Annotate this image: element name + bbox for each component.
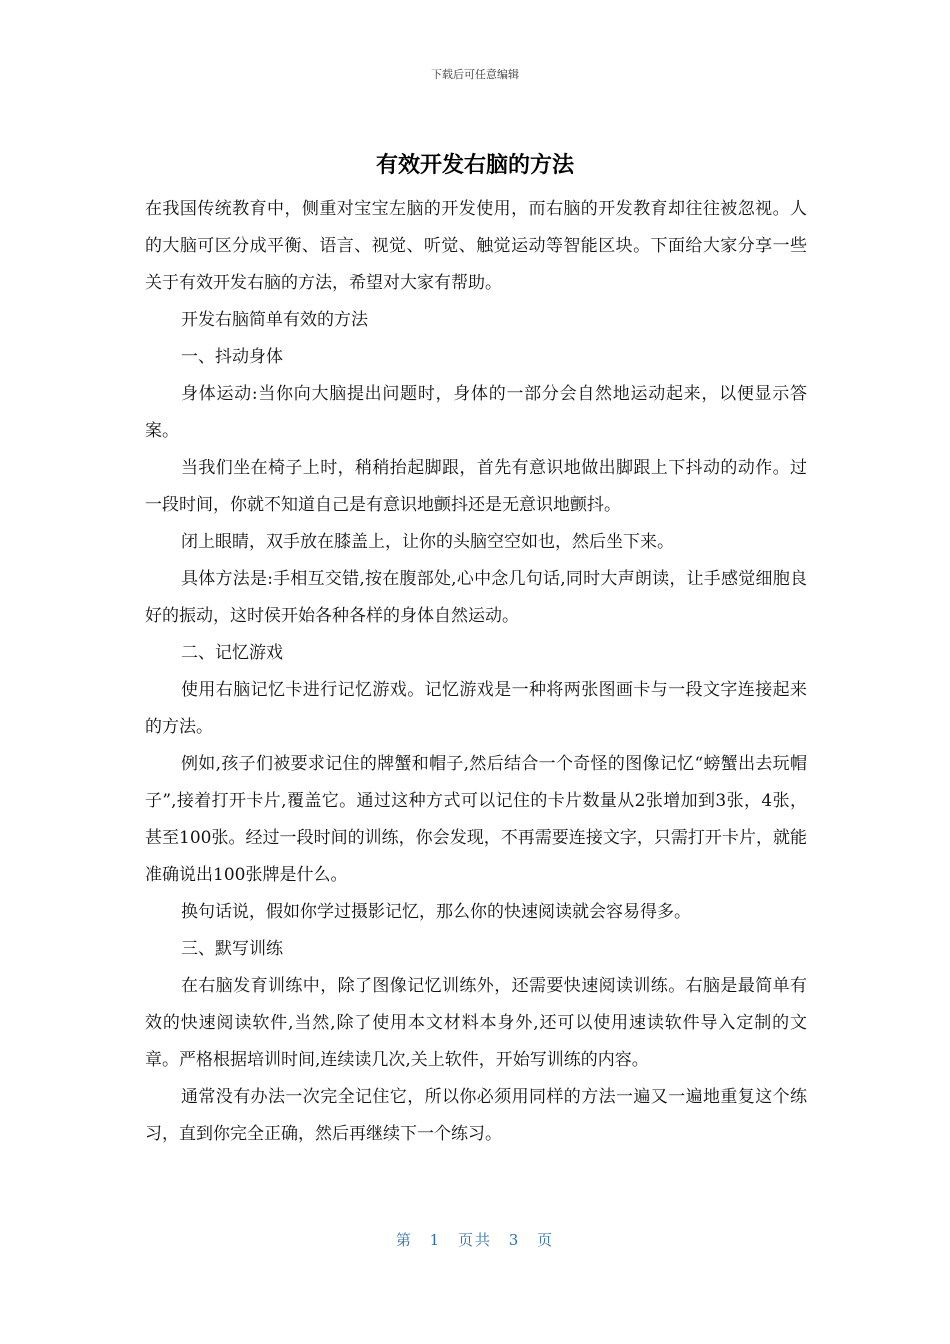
section-heading-2: 二、记忆游戏	[181, 643, 283, 663]
paragraph: 身体运动:当你向大脑提出问题时，身体的一部分会自然地运动起来，以便显示答案。	[145, 384, 807, 441]
header-note: 下载后可任意编辑	[431, 68, 519, 81]
section-intro-heading: 开发右脑简单有效的方法	[181, 310, 368, 330]
section-heading-1: 一、抖动身体	[181, 347, 283, 367]
document-body	[145, 191, 807, 1153]
page-number-footer: 第 1 页共 3 页	[395, 1231, 555, 1249]
paragraph: 使用右脑记忆卡进行记忆游戏。记忆游戏是一种将两张图画卡与一段文字连接起来的方法。	[145, 680, 807, 737]
paragraph: 通常没有办法一次完全记住它，所以你必须用同样的方法一遍又一遍地重复这个练习，直到你完全正确，然后再继续下一个练习。	[145, 1087, 807, 1144]
section-heading-3: 三、默写训练	[181, 939, 283, 959]
paragraph: 当我们坐在椅子上时，稍稍抬起脚跟，首先有意识地做出脚跟上下抖动的动作。过一段时间，你就不知道自己是有意识地颤抖还是无意识地颤抖。	[145, 458, 807, 515]
document-title: 有效开发右脑的方法	[375, 153, 574, 178]
paragraph: 闭上眼睛，双手放在膝盖上，让你的头脑空空如也，然后坐下来。	[181, 532, 674, 552]
paragraph: 例如,孩子们被要求记住的牌蟹和帽子,然后结合一个奇怪的图像记忆“螃蟹出去玩帽子”,接着打开卡片,覆盖它。通过这种方式可以记住的卡片数量从2张增加到3张，4张，甚至100张。经过一段时间的训练，你会发现，不再需要连接文字，只需打开卡片，就能准确说出100张牌是什么。	[145, 754, 807, 885]
paragraph: 在右脑发育训练中，除了图像记忆训练外，还需要快速阅读训练。右脑是最简单有效的快速阅读软件,当然,除了使用本文材料本身外,还可以使用速读软件导入定制的文章。严格根据培训时间,连续读几次,关上软件，开始写训练的内容。	[145, 976, 807, 1070]
paragraph: 换句话说，假如你学过摄影记忆，那么你的快速阅读就会容易得多。	[181, 902, 691, 922]
intro-paragraph: 在我国传统教育中，侧重对宝宝左脑的开发使用，而右脑的开发教育却往往被忽视。人的大脑可区分成平衡、语言、视觉、听觉、触觉运动等智能区块。下面给大家分享一些关于有效开发右脑的方法，希望对大家有帮助。	[145, 199, 807, 293]
paragraph: 具体方法是:手相互交错,按在腹部处,心中念几句话,同时大声朗读，让手感觉细胞良好的振动，这时侯开始各种各样的身体自然运动。	[145, 569, 807, 626]
